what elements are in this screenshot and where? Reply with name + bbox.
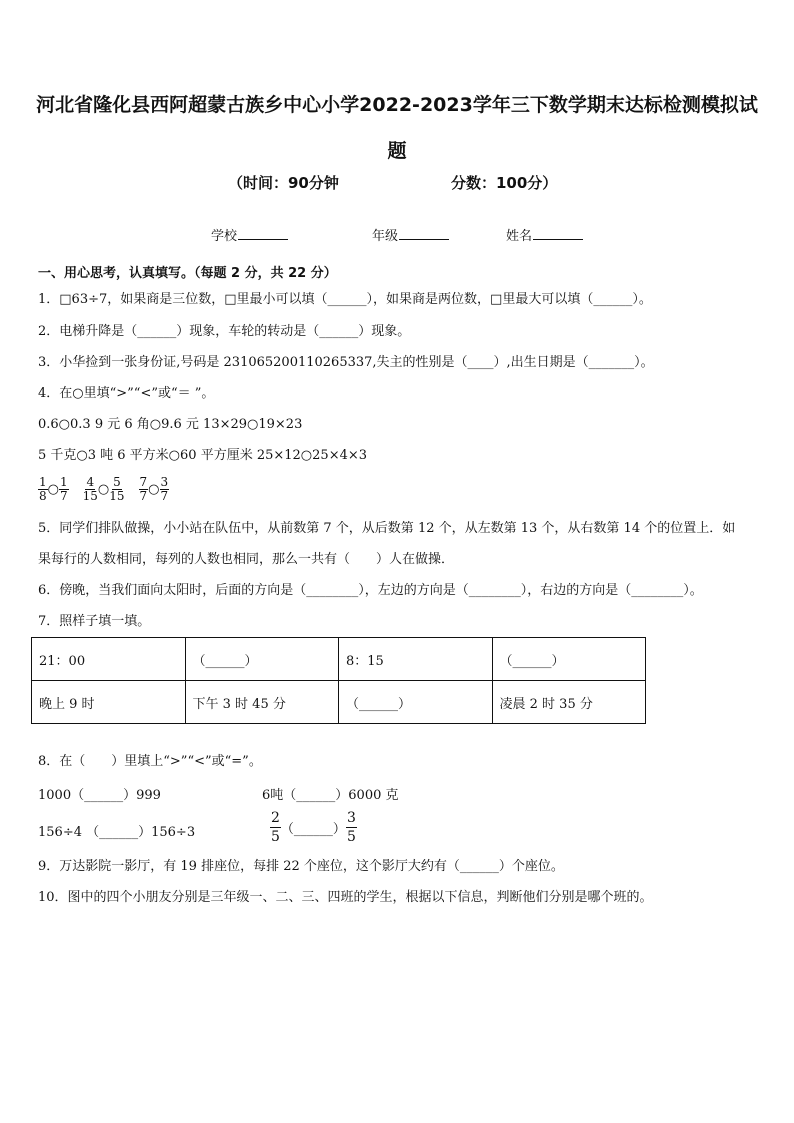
fraction: $\frac{5}{15}$ <box>109 475 125 503</box>
student-info <box>0 225 794 245</box>
question-8b: 6吨（______）6000 克 <box>262 788 399 803</box>
name-blank <box>533 225 583 240</box>
table-cell: （______） <box>492 638 646 681</box>
answer-blank: （______） <box>280 822 346 837</box>
question-8: 8．在（ ）里填上“>”“<”或“=”。 <box>38 754 262 769</box>
time-conversion-table <box>31 637 646 724</box>
name-label: 姓名 <box>506 229 533 244</box>
question-7: 7．照样子填一填。 <box>38 614 151 629</box>
question-3: 3．小华捡到一张身份证,号码是 231065200110265337,失主的性别是（____）,出生日期是（_______）。 <box>38 355 654 370</box>
fraction-compare-1 <box>38 476 69 503</box>
compare-circle: ○ <box>97 482 110 497</box>
name-field <box>506 225 583 244</box>
question-4: 4．在○里填“>”“<”或“＝ ”。 <box>38 386 215 401</box>
school-label: 学校 <box>211 229 238 244</box>
question-9: 9．万达影院一影厅，有 19 排座位，每排 22 个座位，这个影厅大约有（______）个座位。 <box>38 859 564 874</box>
table-cell: （______） <box>339 681 493 724</box>
table-cell: 21：00 <box>32 638 186 681</box>
exam-score: 分数：100分） <box>451 174 558 192</box>
table-cell: 晚上 9 时 <box>32 681 186 724</box>
question-5-line-2: 果每行的人数相同，每列的人数也相同，那么一共有（ ）人在做操． <box>38 552 455 567</box>
question-4-fraction-row <box>38 476 169 503</box>
compare-circle: ○ <box>47 482 59 497</box>
question-8c: 156÷4 （______）156÷3 <box>38 825 196 840</box>
school-field <box>211 225 288 244</box>
section-heading: 一、用心思考，认真填写。（每题 2 分，共 22 分） <box>38 266 337 281</box>
question-5-line-1: 5．同学们排队做操，小小站在队伍中，从前数第 7 个，从后数第 12 个，从左数第 13 个，从右数第 14 个的位置上．如 <box>38 521 736 536</box>
table-row <box>32 681 646 724</box>
fraction: $\frac{2}{5}$ <box>271 810 280 845</box>
table-row <box>32 638 646 681</box>
table-cell: 下午 3 时 45 分 <box>185 681 339 724</box>
fraction-compare-3 <box>139 476 170 503</box>
compare-circle: ○ <box>148 482 160 497</box>
fraction: $\frac{4}{15}$ <box>82 475 98 503</box>
exam-title: 河北省隆化县西阿超蒙古族乡中心小学2022-2023学年三下数学期末达标检测模拟试题 <box>36 94 758 162</box>
fraction-compare-2 <box>83 476 125 503</box>
question-8d <box>270 809 357 846</box>
fraction: $\frac{7}{7}$ <box>139 475 148 503</box>
table-cell: 凌晨 2 时 35 分 <box>492 681 646 724</box>
question-10: 10．图中的四个小朋友分别是三年级一、二、三、四班的学生，根据以下信息，判断他们分别是哪个班的。 <box>38 890 653 905</box>
question-4-row-2: 5 千克○3 吨 6 平方米○60 平方厘米 25×12○25×4×3 <box>38 448 368 463</box>
grade-label: 年级 <box>372 229 399 244</box>
question-6: 6．傍晚，当我们面向太阳时，后面的方向是（________），左边的方向是（________），右边的方向是（________）。 <box>38 583 703 598</box>
question-1: 1．□63÷7，如果商是三位数，□里最小可以填（______），如果商是两位数，□里最大可以填（______）。 <box>38 292 652 307</box>
question-8a: 1000（______）999 <box>38 788 161 803</box>
fraction: $\frac{3}{7}$ <box>160 475 169 503</box>
question-4-row-1: 0.6○0.3 9 元 6 角○9.6 元 13×29○19×23 <box>38 417 303 432</box>
question-2: 2．电梯升降是（______）现象，车轮的转动是（______）现象。 <box>38 324 411 339</box>
fraction: $\frac{1}{7}$ <box>59 475 68 503</box>
grade-blank <box>399 225 449 240</box>
table-cell: （______） <box>185 638 339 681</box>
fraction: $\frac{3}{5}$ <box>346 810 356 845</box>
grade-field <box>372 225 449 244</box>
exam-meta <box>0 172 794 192</box>
fraction: $\frac{1}{8}$ <box>39 475 47 503</box>
exam-time: （时间：90分钟 <box>228 174 339 192</box>
school-blank <box>238 225 288 240</box>
table-cell: 8：15 <box>339 638 493 681</box>
